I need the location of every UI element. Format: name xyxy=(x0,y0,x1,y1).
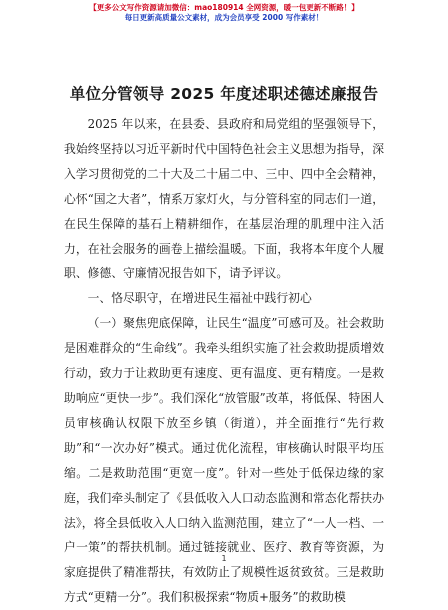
intro-paragraph: 2025 年以来，在县委、县政府和局党组的坚强领导下，我始终坚持以习近平新时代中国特色社会主义思想为指导，深入学习贯彻党的二十大及二十届二中、三中、四中全会精神，心怀“国之大者”，情系万家灯火，与分管科室的同志们一道，在民生保障的基石上精耕细作，在基层治理的肌理中注入活力，在社会服务的画卷上描绘温暖。下面，我将本年度个人履职、修德、守廉情况报告如下，请予评议。 xyxy=(64,117,384,281)
promo-banner-line-2: 每日更新高质量公文素材，成为会员享受 2000 写作素材！ xyxy=(124,13,324,22)
section-heading-1: 一、恪尽职守，在增进民生福祉中践行初心 xyxy=(87,291,312,306)
page-number: 1 xyxy=(221,554,227,563)
promo-banner xyxy=(0,3,448,23)
document-body xyxy=(64,112,384,610)
body-paragraph: （一）聚焦兜底保障，让民生“温度”可感可及。社会救助是困难群众的“生命线”。我牵头组织实施了社会救助提质增效行动，致力于让救助更有速度、更有温度、更有精度。一是救助响应“更快一步”。我们深化“放管服”改革，将低保、特困人员审核确认权限下放至乡镇（街道），并全面推行“先行救助”和“一次办好”模式。通过优化流程，审核确认时限平均压缩。二是救助范围“更宽一度”。针对一些处于低保边缘的家庭，我们牵头制定了《县低收入人口动态监测和常态化帮扶办法》，将全县低收入人口纳入监测范围，建立了“一人一档、一户一策”的帮扶机制。通过链接就业、医疗、教育等资源，为家庭提供了精准帮扶，有效防止了规模性返贫致贫。三是救助方式“更精一分”。我们积极探索“物质+服务”的救助模 xyxy=(64,316,384,605)
promo-banner-line-1: 【更多公文写作资源请加微信：mao180914 全网资源，暖一包更新不断路！】 xyxy=(89,3,359,12)
document-title: 单位分管领导 2025 年度述职述德述廉报告 xyxy=(69,85,379,103)
